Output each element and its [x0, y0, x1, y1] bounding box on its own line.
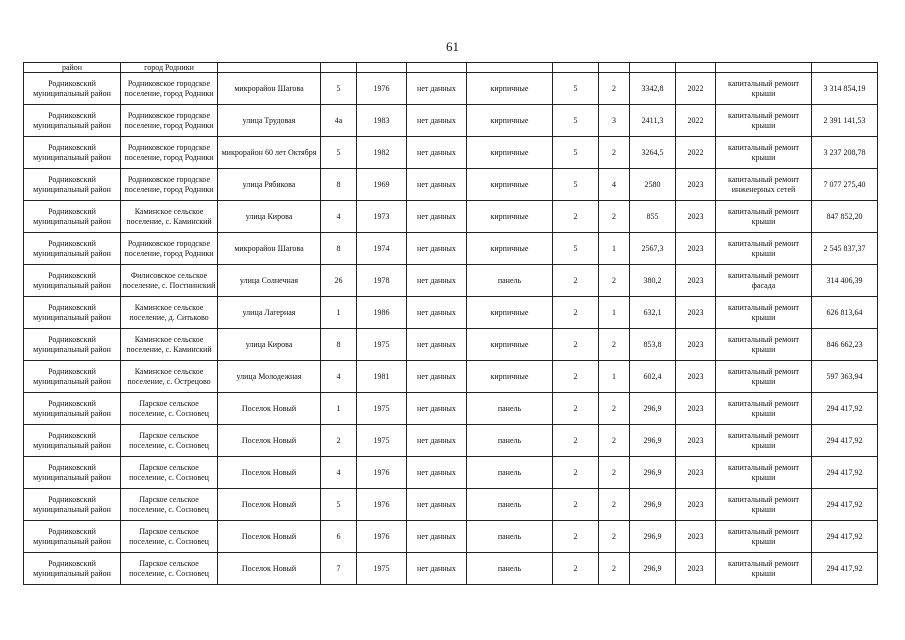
cell-house: 5: [321, 73, 357, 105]
cell-settlement: Парское сельское поселение, с. Сосновец: [121, 489, 218, 521]
cell-floors: 5: [553, 169, 599, 201]
cell-floors: 2: [553, 393, 599, 425]
cell-wall-material: кирпичные: [467, 105, 553, 137]
cell-district: Родниковский муниципальный район: [24, 201, 121, 233]
cell-work-type: капитальный ремонт крыши: [716, 521, 812, 553]
cell-year: 1974: [357, 233, 407, 265]
cell-house: 4: [321, 457, 357, 489]
cell-floors: 2: [553, 201, 599, 233]
cell-cost: 846 662,23: [812, 329, 878, 361]
cell-status: нет данных: [407, 329, 467, 361]
cell-empty: [553, 63, 599, 73]
cell-entrances: 2: [599, 137, 630, 169]
cell-area: 296,9: [630, 521, 676, 553]
cell-cost: 294 417,92: [812, 521, 878, 553]
cell-year: 1981: [357, 361, 407, 393]
cell-status: нет данных: [407, 489, 467, 521]
cell-settlement: Каминское сельское поселение, с. Каминский: [121, 329, 218, 361]
cell-area: 296,9: [630, 489, 676, 521]
cell-entrances: 2: [599, 73, 630, 105]
cell-area: 380,2: [630, 265, 676, 297]
cell-status: нет данных: [407, 553, 467, 585]
cell-house: 8: [321, 169, 357, 201]
cell-district: район: [24, 63, 121, 73]
cell-status: нет данных: [407, 297, 467, 329]
cell-floors: 2: [553, 553, 599, 585]
cell-settlement: Родниковское городское поселение, город Родники: [121, 169, 218, 201]
cell-work-type: капитальный ремонт крыши: [716, 329, 812, 361]
cell-year: 1975: [357, 393, 407, 425]
cell-cost: 2 545 837,37: [812, 233, 878, 265]
cell-floors: 5: [553, 73, 599, 105]
cell-cost: 294 417,92: [812, 393, 878, 425]
cell-floors: 2: [553, 425, 599, 457]
cell-plan-year: 2023: [676, 265, 716, 297]
cell-plan-year: 2023: [676, 553, 716, 585]
cell-district: Родниковский муниципальный район: [24, 489, 121, 521]
table-row: [24, 489, 878, 521]
cell-street: микрорайон 60 лет Октября: [218, 137, 321, 169]
cell-work-type: капитальный ремонт крыши: [716, 457, 812, 489]
cell-empty: [716, 63, 812, 73]
cell-plan-year: 2023: [676, 329, 716, 361]
cell-floors: 5: [553, 105, 599, 137]
continuation-row: [24, 63, 878, 73]
cell-wall-material: кирпичные: [467, 233, 553, 265]
cell-street: Поселок Новый: [218, 457, 321, 489]
cell-settlement: Парское сельское поселение, с. Сосновец: [121, 457, 218, 489]
cell-plan-year: 2023: [676, 489, 716, 521]
cell-wall-material: панель: [467, 457, 553, 489]
cell-entrances: 4: [599, 169, 630, 201]
cell-status: нет данных: [407, 105, 467, 137]
cell-street: микрорайон Шагова: [218, 73, 321, 105]
cell-wall-material: панель: [467, 553, 553, 585]
cell-cost: 314 406,39: [812, 265, 878, 297]
cell-house: 1: [321, 393, 357, 425]
cell-work-type: капитальный ремонт крыши: [716, 297, 812, 329]
cell-status: нет данных: [407, 521, 467, 553]
cell-cost: 597 363,94: [812, 361, 878, 393]
cell-wall-material: панель: [467, 425, 553, 457]
cell-status: нет данных: [407, 73, 467, 105]
cell-floors: 2: [553, 521, 599, 553]
cell-wall-material: кирпичные: [467, 297, 553, 329]
cell-status: нет данных: [407, 137, 467, 169]
cell-plan-year: 2023: [676, 393, 716, 425]
cell-cost: 626 813,64: [812, 297, 878, 329]
cell-cost: 3 314 854,19: [812, 73, 878, 105]
cell-work-type: капитальный ремонт крыши: [716, 201, 812, 233]
cell-house: 7: [321, 553, 357, 585]
cell-empty: [321, 63, 357, 73]
cell-street: Поселок Новый: [218, 553, 321, 585]
cell-wall-material: панель: [467, 521, 553, 553]
cell-area: 2411,3: [630, 105, 676, 137]
cell-cost: 294 417,92: [812, 553, 878, 585]
cell-settlement: Парское сельское поселение, с. Сосновец: [121, 521, 218, 553]
cell-cost: 847 852,20: [812, 201, 878, 233]
table-row: [24, 137, 878, 169]
cell-status: нет данных: [407, 233, 467, 265]
cell-floors: 2: [553, 457, 599, 489]
table-row: [24, 201, 878, 233]
cell-work-type: капитальный ремонт крыши: [716, 393, 812, 425]
cell-district: Родниковский муниципальный район: [24, 393, 121, 425]
cell-status: нет данных: [407, 265, 467, 297]
cell-entrances: 3: [599, 105, 630, 137]
cell-plan-year: 2023: [676, 457, 716, 489]
cell-plan-year: 2023: [676, 521, 716, 553]
cell-district: Родниковский муниципальный район: [24, 265, 121, 297]
cell-plan-year: 2023: [676, 361, 716, 393]
cell-work-type: капитальный ремонт инженерных сетей: [716, 169, 812, 201]
cell-status: нет данных: [407, 169, 467, 201]
cell-year: 1978: [357, 265, 407, 297]
cell-area: 296,9: [630, 553, 676, 585]
cell-area: 296,9: [630, 457, 676, 489]
cell-settlement: Филисовское сельское поселение, с. Постнинский: [121, 265, 218, 297]
cell-entrances: 1: [599, 233, 630, 265]
cell-floors: 2: [553, 329, 599, 361]
cell-entrances: 1: [599, 361, 630, 393]
cell-settlement: Каминское сельское поселение, д. Ситьково: [121, 297, 218, 329]
cell-entrances: 2: [599, 521, 630, 553]
table-row: [24, 233, 878, 265]
cell-work-type: капитальный ремонт крыши: [716, 361, 812, 393]
cell-year: 1975: [357, 425, 407, 457]
cell-wall-material: кирпичные: [467, 329, 553, 361]
cell-cost: 2 391 141,53: [812, 105, 878, 137]
cell-entrances: 2: [599, 489, 630, 521]
cell-entrances: 2: [599, 265, 630, 297]
cell-plan-year: 2023: [676, 425, 716, 457]
cell-entrances: 2: [599, 425, 630, 457]
cell-floors: 5: [553, 137, 599, 169]
cell-work-type: капитальный ремонт крыши: [716, 425, 812, 457]
cell-area: 632,1: [630, 297, 676, 329]
cell-empty: [676, 63, 716, 73]
table-row: [24, 105, 878, 137]
cell-floors: 5: [553, 233, 599, 265]
cell-year: 1973: [357, 201, 407, 233]
cell-area: 296,9: [630, 425, 676, 457]
cell-district: Родниковский муниципальный район: [24, 553, 121, 585]
cell-entrances: 2: [599, 393, 630, 425]
cell-district: Родниковский муниципальный район: [24, 457, 121, 489]
cell-house: 8: [321, 233, 357, 265]
cell-settlement: Родниковское городское поселение, город Родники: [121, 233, 218, 265]
cell-settlement: Родниковское городское поселение, город Родники: [121, 137, 218, 169]
cell-floors: 2: [553, 265, 599, 297]
table-row: [24, 361, 878, 393]
cell-status: нет данных: [407, 201, 467, 233]
cell-entrances: 2: [599, 201, 630, 233]
cell-district: Родниковский муниципальный район: [24, 361, 121, 393]
cell-year: 1969: [357, 169, 407, 201]
repair-plan-table: [23, 62, 878, 585]
cell-year: 1986: [357, 297, 407, 329]
cell-area: 855: [630, 201, 676, 233]
cell-year: 1976: [357, 489, 407, 521]
cell-floors: 2: [553, 361, 599, 393]
cell-plan-year: 2022: [676, 105, 716, 137]
cell-street: микрорайон Шагова: [218, 233, 321, 265]
cell-settlement: город Родники: [121, 63, 218, 73]
cell-cost: 294 417,92: [812, 489, 878, 521]
cell-year: 1976: [357, 521, 407, 553]
cell-entrances: 1: [599, 297, 630, 329]
table-row: [24, 169, 878, 201]
cell-wall-material: кирпичные: [467, 361, 553, 393]
cell-cost: 7 077 275,40: [812, 169, 878, 201]
cell-wall-material: кирпичные: [467, 73, 553, 105]
cell-work-type: капитальный ремонт крыши: [716, 105, 812, 137]
cell-area: 2567,3: [630, 233, 676, 265]
cell-street: улица Кирова: [218, 329, 321, 361]
cell-street: Поселок Новый: [218, 521, 321, 553]
cell-street: Поселок Новый: [218, 489, 321, 521]
cell-street: улица Молодежная: [218, 361, 321, 393]
cell-house: 26: [321, 265, 357, 297]
table-row: [24, 329, 878, 361]
cell-street: Поселок Новый: [218, 425, 321, 457]
table-row: [24, 265, 878, 297]
cell-settlement: Парское сельское поселение, с. Сосновец: [121, 553, 218, 585]
cell-floors: 2: [553, 297, 599, 329]
cell-work-type: капитальный ремонт крыши: [716, 553, 812, 585]
cell-district: Родниковский муниципальный район: [24, 297, 121, 329]
cell-wall-material: кирпичные: [467, 201, 553, 233]
cell-entrances: 2: [599, 553, 630, 585]
cell-street: улица Кирова: [218, 201, 321, 233]
cell-district: Родниковский муниципальный район: [24, 73, 121, 105]
cell-empty: [467, 63, 553, 73]
table-row: [24, 521, 878, 553]
cell-wall-material: кирпичные: [467, 169, 553, 201]
table-body: [24, 63, 878, 585]
cell-year: 1983: [357, 105, 407, 137]
cell-work-type: капитальный ремонт крыши: [716, 489, 812, 521]
cell-status: нет данных: [407, 425, 467, 457]
cell-cost: 294 417,92: [812, 457, 878, 489]
cell-settlement: Парское сельское поселение, с. Сосновец: [121, 393, 218, 425]
cell-house: 4: [321, 201, 357, 233]
cell-plan-year: 2023: [676, 233, 716, 265]
cell-settlement: Каминское сельское поселение, с. Каминский: [121, 201, 218, 233]
cell-area: 3342,8: [630, 73, 676, 105]
cell-street: улица Рябикова: [218, 169, 321, 201]
cell-plan-year: 2023: [676, 297, 716, 329]
table-row: [24, 553, 878, 585]
cell-wall-material: панель: [467, 489, 553, 521]
cell-empty: [599, 63, 630, 73]
table-row: [24, 393, 878, 425]
cell-status: нет данных: [407, 457, 467, 489]
cell-plan-year: 2023: [676, 201, 716, 233]
cell-year: 1975: [357, 329, 407, 361]
cell-district: Родниковский муниципальный район: [24, 137, 121, 169]
cell-house: 8: [321, 329, 357, 361]
table-row: [24, 457, 878, 489]
cell-settlement: Каминское сельское поселение, с. Острецово: [121, 361, 218, 393]
cell-district: Родниковский муниципальный район: [24, 425, 121, 457]
cell-status: нет данных: [407, 361, 467, 393]
cell-empty: [218, 63, 321, 73]
table-row: [24, 297, 878, 329]
cell-plan-year: 2022: [676, 73, 716, 105]
cell-house: 5: [321, 137, 357, 169]
cell-area: 296,9: [630, 393, 676, 425]
cell-district: Родниковский муниципальный район: [24, 233, 121, 265]
table-row: [24, 425, 878, 457]
cell-house: 4: [321, 361, 357, 393]
cell-year: 1976: [357, 73, 407, 105]
page-number: 61: [446, 39, 459, 54]
cell-year: 1975: [357, 553, 407, 585]
cell-settlement: Родниковское городское поселение, город Родники: [121, 105, 218, 137]
cell-house: 4а: [321, 105, 357, 137]
cell-entrances: 2: [599, 329, 630, 361]
cell-house: 1: [321, 297, 357, 329]
cell-area: 853,8: [630, 329, 676, 361]
cell-house: 6: [321, 521, 357, 553]
cell-work-type: капитальный ремонт крыши: [716, 73, 812, 105]
cell-cost: 3 237 208,78: [812, 137, 878, 169]
cell-wall-material: панель: [467, 265, 553, 297]
cell-year: 1982: [357, 137, 407, 169]
cell-house: 5: [321, 489, 357, 521]
cell-plan-year: 2023: [676, 169, 716, 201]
cell-district: Родниковский муниципальный район: [24, 521, 121, 553]
cell-wall-material: панель: [467, 393, 553, 425]
cell-plan-year: 2022: [676, 137, 716, 169]
cell-district: Родниковский муниципальный район: [24, 169, 121, 201]
cell-entrances: 2: [599, 457, 630, 489]
cell-district: Родниковский муниципальный район: [24, 329, 121, 361]
cell-district: Родниковский муниципальный район: [24, 105, 121, 137]
cell-house: 2: [321, 425, 357, 457]
cell-street: Поселок Новый: [218, 393, 321, 425]
table-row: [24, 73, 878, 105]
cell-wall-material: кирпичные: [467, 137, 553, 169]
cell-year: 1976: [357, 457, 407, 489]
cell-floors: 2: [553, 489, 599, 521]
cell-empty: [812, 63, 878, 73]
cell-work-type: капитальный ремонт крыши: [716, 137, 812, 169]
cell-empty: [357, 63, 407, 73]
cell-area: 3264,5: [630, 137, 676, 169]
cell-settlement: Парское сельское поселение, с. Сосновец: [121, 425, 218, 457]
cell-cost: 294 417,92: [812, 425, 878, 457]
cell-street: улица Трудовая: [218, 105, 321, 137]
cell-street: улица Солнечная: [218, 265, 321, 297]
cell-street: улица Лагерная: [218, 297, 321, 329]
cell-area: 2580: [630, 169, 676, 201]
cell-settlement: Родниковское городское поселение, город Родники: [121, 73, 218, 105]
cell-empty: [630, 63, 676, 73]
cell-work-type: капитальный ремонт фасада: [716, 265, 812, 297]
cell-empty: [407, 63, 467, 73]
cell-area: 602,4: [630, 361, 676, 393]
cell-status: нет данных: [407, 393, 467, 425]
cell-work-type: капитальный ремонт крыши: [716, 233, 812, 265]
